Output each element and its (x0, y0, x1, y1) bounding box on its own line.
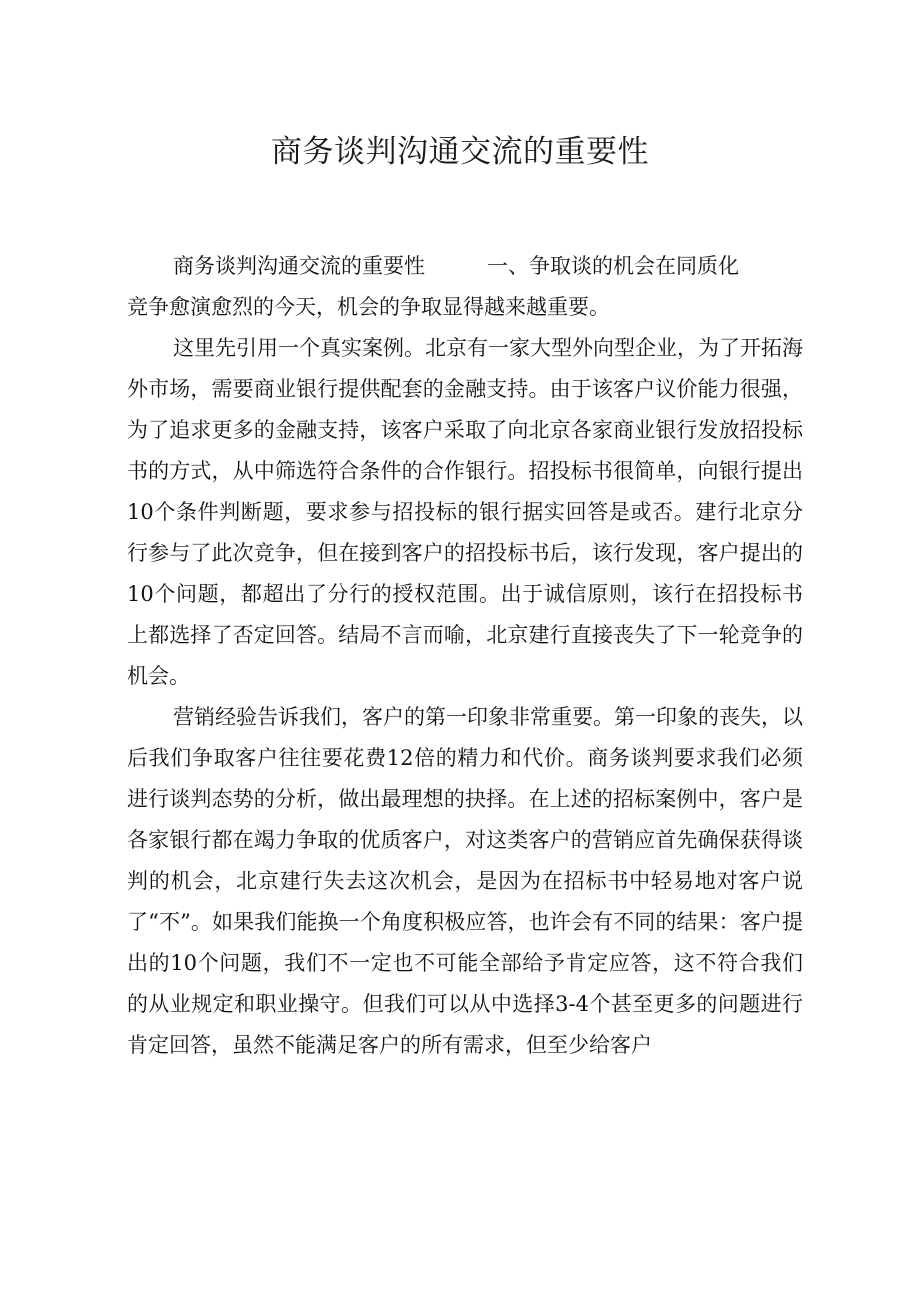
experience-paragraph: 营销经验告诉我们，客户的第一印象非常重要。第一印象的丧失，以后我们争取客户往往要花费12倍的精力和代价。商务谈判要求我们必须进行谈判态势的分析，做出最理想的抉择。在上述的招标案例中，客户是各家银行都在竭力争取的优质客户，对这类客户的营销应首先确保获得谈判的机会，北京建行失去这次机会，是因为在招标书中轻易地对客户说了“不”。如果我们能换一个角度积极应答，也许会有不同的结果：客户提出的10个问题，我们不一定也不可能全部给予肯定应答，这不符合我们的从业规定和职业操守。但我们可以从中选择3-4个甚至更多的问题进行肯定回答，虽然不能满足客户的所有需求，但至少给客户 (127, 705, 803, 1057)
intro-continuation: 竞争愈演愈烈的今天，机会的争取显得越来越重要。 (127, 295, 610, 319)
intro-section-heading: 一、争取谈的机会在同质化 (487, 254, 739, 278)
document-body (127, 246, 803, 1066)
case-paragraph: 这里先引用一个真实案例。北京有一家大型外向型企业，为了开拓海外市场，需要商业银行提供配套的金融支持。由于该客户议价能力很强，为了追求更多的金融支持，该客户采取了向北京各家商业银行发放招投标书的方式，从中筛选符合条件的合作银行。招投标书很简单，向银行提出10个条件判断题，要求参与招投标的银行据实回答是或否。建行北京分行参与了此次竞争，但在接到客户的招投标书后，该行发现，客户提出的10个问题，都超出了分行的授权范围。出于诚信原则，该行在招投标书上都选择了否定回答。结局不言而喻，北京建行直接丧失了下一轮竞争的机会。 (127, 336, 803, 688)
intro-paragraph (127, 246, 803, 328)
intro-heading: 商务谈判沟通交流的重要性 (173, 254, 425, 278)
document-title: 商务谈判沟通交流的重要性 (271, 134, 649, 170)
